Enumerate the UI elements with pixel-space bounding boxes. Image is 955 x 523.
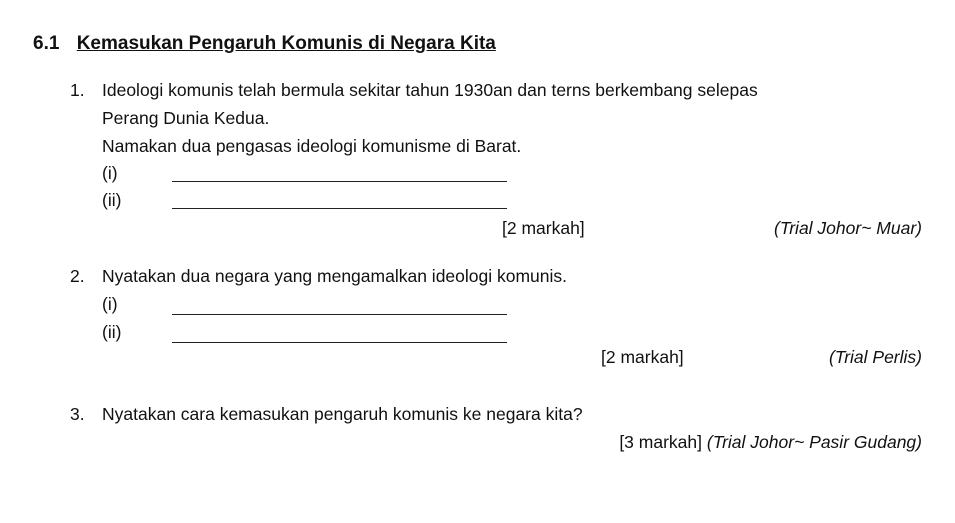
marks-label: [3 markah] <box>619 432 702 452</box>
marks-label: [2 markah] <box>601 347 684 367</box>
answer-label: (i) <box>102 163 118 183</box>
question-text-line: Nyatakan dua negara yang mengamalkan ideologi komunis. <box>102 266 568 286</box>
answer-label: (ii) <box>102 190 122 210</box>
section-title: Kemasukan Pengaruh Komunis di Negara Kita <box>76 33 496 54</box>
source-label: (Trial Perlis) <box>828 347 922 367</box>
question-text-line: Ideologi komunis telah bermula sekitar tahun 1930an dan terns berkembang selepas <box>102 80 758 100</box>
section-number: 6.1 <box>33 33 60 54</box>
question-number: 2. <box>70 266 85 286</box>
answer-blank-line[interactable] <box>172 181 507 182</box>
marks-source-line <box>619 432 922 453</box>
answer-label: (ii) <box>102 322 122 342</box>
source-label: (Trial Johor~ Pasir Gudang) <box>706 432 922 452</box>
answer-blank-line[interactable] <box>172 314 507 315</box>
question-text-line: Nyatakan cara kemasukan pengaruh komunis ke negara kita? <box>102 404 583 424</box>
answer-blank-line[interactable] <box>172 208 507 209</box>
section-heading <box>33 33 496 55</box>
answer-label: (i) <box>102 294 118 314</box>
question-text-line: Namakan dua pengasas ideologi komunisme di Barat. <box>102 136 522 156</box>
question-number: 1. <box>70 80 85 100</box>
marks-label: [2 markah] <box>502 218 585 238</box>
answer-blank-line[interactable] <box>172 342 507 343</box>
source-label: (Trial Johor~ Muar) <box>774 218 922 238</box>
question-number: 3. <box>70 404 85 424</box>
question-text-line: Perang Dunia Kedua. <box>102 108 270 128</box>
